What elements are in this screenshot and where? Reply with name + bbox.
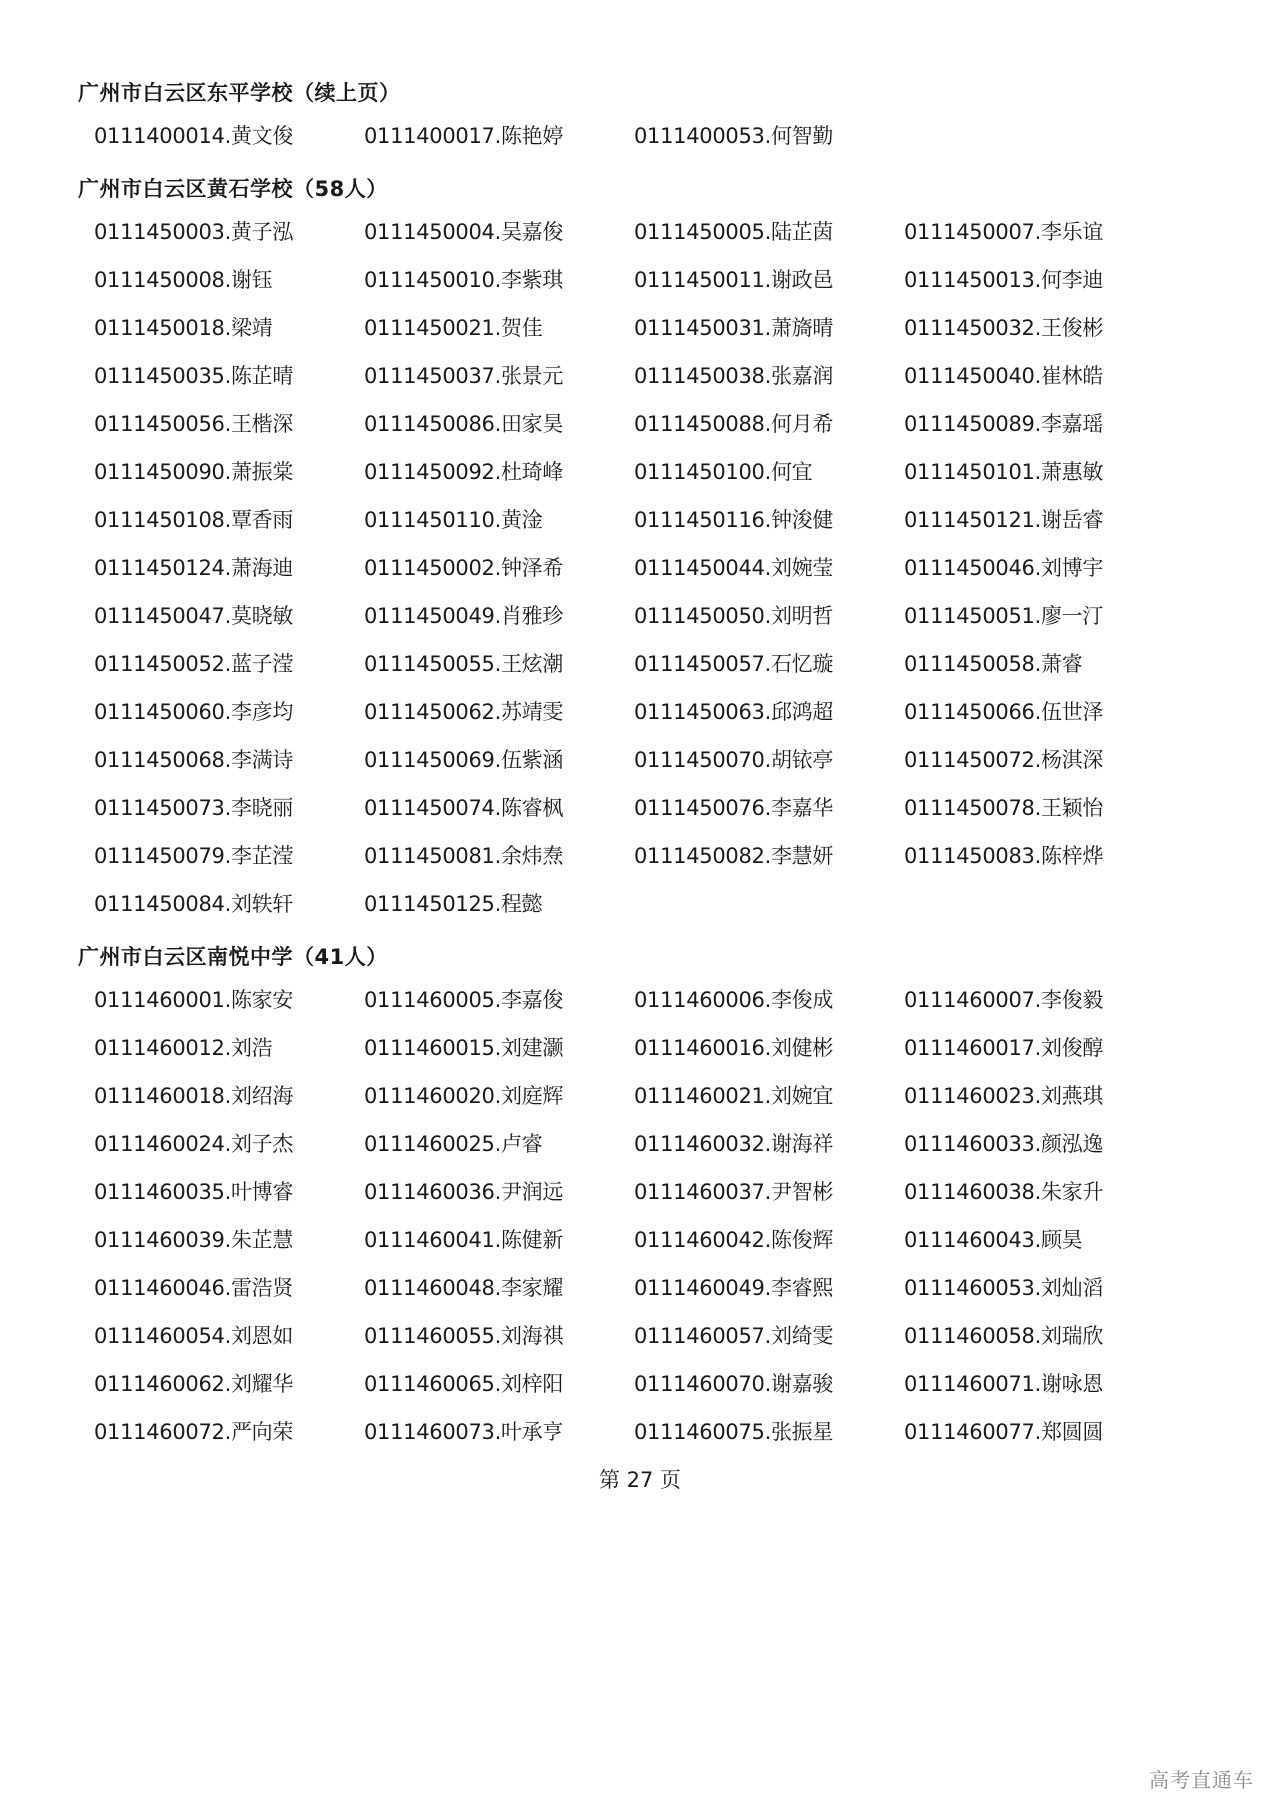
student-entry: 0111450089.李嘉瑶 — [904, 412, 1104, 436]
student-entry: 0111460038.朱家升 — [904, 1180, 1104, 1204]
student-entry: 0111460005.李嘉俊 — [364, 988, 564, 1012]
student-entry: 0111460033.颜泓逸 — [904, 1132, 1104, 1156]
student-entry: 0111460065.刘梓阳 — [364, 1372, 564, 1396]
student-entry: 0111460021.刘婉宜 — [634, 1084, 834, 1108]
student-entry: 0111450074.陈睿枫 — [364, 796, 564, 820]
student-entry: 0111460075.张振星 — [634, 1420, 834, 1444]
student-entry: 0111460012.刘浩 — [94, 1036, 273, 1060]
student-entry: 0111460035.叶博睿 — [94, 1180, 294, 1204]
school-section — [78, 942, 1158, 1456]
student-entry: 0111450125.程懿 — [364, 892, 543, 916]
student-entry: 0111450110.黄淦 — [364, 508, 543, 532]
student-entry: 0111450051.廖一汀 — [904, 604, 1104, 628]
student-entry: 0111450076.李嘉华 — [634, 796, 834, 820]
student-entry: 0111450068.李满诗 — [94, 748, 294, 772]
student-entry: 0111450081.余炜焘 — [364, 844, 564, 868]
student-entry: 0111460041.陈健新 — [364, 1228, 564, 1252]
student-entry: 0111450088.何月希 — [634, 412, 834, 436]
student-entry: 0111400053.何智勤 — [634, 124, 834, 148]
student-entry: 0111450078.王颖怡 — [904, 796, 1104, 820]
student-entry: 0111450063.邱鸿超 — [634, 700, 834, 724]
student-entry: 0111450021.贺佳 — [364, 316, 543, 340]
student-entry: 0111450008.谢钰 — [94, 268, 273, 292]
student-entry: 0111450002.钟泽希 — [364, 556, 564, 580]
student-entry: 0111460054.刘恩如 — [94, 1324, 294, 1348]
student-list — [78, 112, 1158, 160]
school-section — [78, 78, 1158, 160]
student-entry: 0111460032.谢海祥 — [634, 1132, 834, 1156]
student-entry: 0111450101.萧惠敏 — [904, 460, 1104, 484]
student-entry: 0111450058.萧睿 — [904, 652, 1083, 676]
student-entry: 0111460057.刘绮雯 — [634, 1324, 834, 1348]
student-entry: 0111460016.刘健彬 — [634, 1036, 834, 1060]
student-entry: 0111450032.王俊彬 — [904, 316, 1104, 340]
student-entry: 0111450038.张嘉润 — [634, 364, 834, 388]
school-heading: 广州市白云区南悦中学（41人） — [78, 945, 388, 969]
school-section — [78, 174, 1158, 928]
student-entry: 0111460018.刘绍海 — [94, 1084, 294, 1108]
student-entry: 0111450062.苏靖雯 — [364, 700, 564, 724]
student-entry: 0111450082.李慧妍 — [634, 844, 834, 868]
student-entry: 0111450066.伍世泽 — [904, 700, 1104, 724]
student-entry: 0111460017.刘俊醇 — [904, 1036, 1104, 1060]
student-entry: 0111460072.严向荣 — [94, 1420, 294, 1444]
student-entry: 0111450031.萧旖晴 — [634, 316, 834, 340]
student-entry: 0111400014.黄文俊 — [94, 124, 294, 148]
watermark-text: 高考直通车 — [1149, 1768, 1254, 1792]
student-entry: 0111450073.李晓丽 — [94, 796, 294, 820]
student-entry: 0111450056.王楷深 — [94, 412, 294, 436]
student-entry: 0111450007.李乐谊 — [904, 220, 1104, 244]
student-entry: 0111460037.尹智彬 — [634, 1180, 834, 1204]
student-entry: 0111450086.田家昊 — [364, 412, 564, 436]
student-entry: 0111460015.刘建灏 — [364, 1036, 564, 1060]
student-list — [78, 976, 1158, 1456]
student-entry: 0111450090.萧振棠 — [94, 460, 294, 484]
student-entry: 0111450084.刘轶轩 — [94, 892, 294, 916]
student-entry: 0111450049.肖雅珍 — [364, 604, 564, 628]
student-entry: 0111450052.蓝子滢 — [94, 652, 294, 676]
student-entry: 0111450040.崔林皓 — [904, 364, 1104, 388]
document-page — [78, 78, 1158, 1456]
student-entry: 0111450124.萧海迪 — [94, 556, 294, 580]
student-entry: 0111400017.陈艳婷 — [364, 124, 564, 148]
student-entry: 0111460025.卢睿 — [364, 1132, 543, 1156]
student-entry: 0111460006.李俊成 — [634, 988, 834, 1012]
student-entry: 0111450003.黄子泓 — [94, 220, 294, 244]
student-entry: 0111450005.陆芷茵 — [634, 220, 834, 244]
student-entry: 0111460053.刘灿滔 — [904, 1276, 1104, 1300]
student-entry: 0111450018.梁靖 — [94, 316, 273, 340]
student-entry: 0111450070.胡铱亭 — [634, 748, 834, 772]
student-entry: 0111460046.雷浩贤 — [94, 1276, 294, 1300]
student-entry: 0111460055.刘海祺 — [364, 1324, 564, 1348]
student-entry: 0111450116.钟浚健 — [634, 508, 834, 532]
student-entry: 0111460024.刘子杰 — [94, 1132, 294, 1156]
student-entry: 0111460043.顾昊 — [904, 1228, 1083, 1252]
student-entry: 0111450069.伍紫涵 — [364, 748, 564, 772]
student-entry: 0111460001.陈家安 — [94, 988, 294, 1012]
student-entry: 0111450100.何宜 — [634, 460, 813, 484]
student-list — [78, 208, 1158, 928]
student-entry: 0111450037.张景元 — [364, 364, 564, 388]
student-entry: 0111450013.何李迪 — [904, 268, 1104, 292]
student-entry: 0111450035.陈芷晴 — [94, 364, 294, 388]
student-entry: 0111450072.杨淇深 — [904, 748, 1104, 772]
student-entry: 0111450004.吴嘉俊 — [364, 220, 564, 244]
student-entry: 0111460062.刘耀华 — [94, 1372, 294, 1396]
student-entry: 0111450047.莫晓敏 — [94, 604, 294, 628]
student-entry: 0111450010.李紫琪 — [364, 268, 564, 292]
student-entry: 0111450060.李彦均 — [94, 700, 294, 724]
student-entry: 0111460007.李俊毅 — [904, 988, 1104, 1012]
student-entry: 0111460058.刘瑞欣 — [904, 1324, 1104, 1348]
student-entry: 0111460049.李睿熙 — [634, 1276, 834, 1300]
student-entry: 0111450055.王炫潮 — [364, 652, 564, 676]
student-entry: 0111450092.杜琦峰 — [364, 460, 564, 484]
student-entry: 0111460039.朱芷慧 — [94, 1228, 294, 1252]
student-entry: 0111450108.覃香雨 — [94, 508, 294, 532]
page-number: 第 27 页 — [598, 1468, 682, 1492]
student-entry: 0111450046.刘博宇 — [904, 556, 1104, 580]
school-heading: 广州市白云区黄石学校（58人） — [78, 177, 388, 201]
student-entry: 0111450083.陈梓烨 — [904, 844, 1104, 868]
student-entry: 0111460020.刘庭辉 — [364, 1084, 564, 1108]
student-entry: 0111460036.尹润远 — [364, 1180, 564, 1204]
student-entry: 0111460073.叶承亨 — [364, 1420, 564, 1444]
student-entry: 0111460070.谢嘉骏 — [634, 1372, 834, 1396]
student-entry: 0111460048.李家耀 — [364, 1276, 564, 1300]
student-entry: 0111450050.刘明哲 — [634, 604, 834, 628]
student-entry: 0111460023.刘燕琪 — [904, 1084, 1104, 1108]
student-entry: 0111460071.谢咏恩 — [904, 1372, 1104, 1396]
student-entry: 0111450079.李芷滢 — [94, 844, 294, 868]
school-heading: 广州市白云区东平学校（续上页） — [78, 81, 401, 105]
student-entry: 0111460077.郑圆圆 — [904, 1420, 1104, 1444]
student-entry: 0111450057.石忆璇 — [634, 652, 834, 676]
student-entry: 0111460042.陈俊辉 — [634, 1228, 834, 1252]
student-entry: 0111450044.刘婉莹 — [634, 556, 834, 580]
student-entry: 0111450121.谢岳睿 — [904, 508, 1104, 532]
student-entry: 0111450011.谢政邑 — [634, 268, 834, 292]
